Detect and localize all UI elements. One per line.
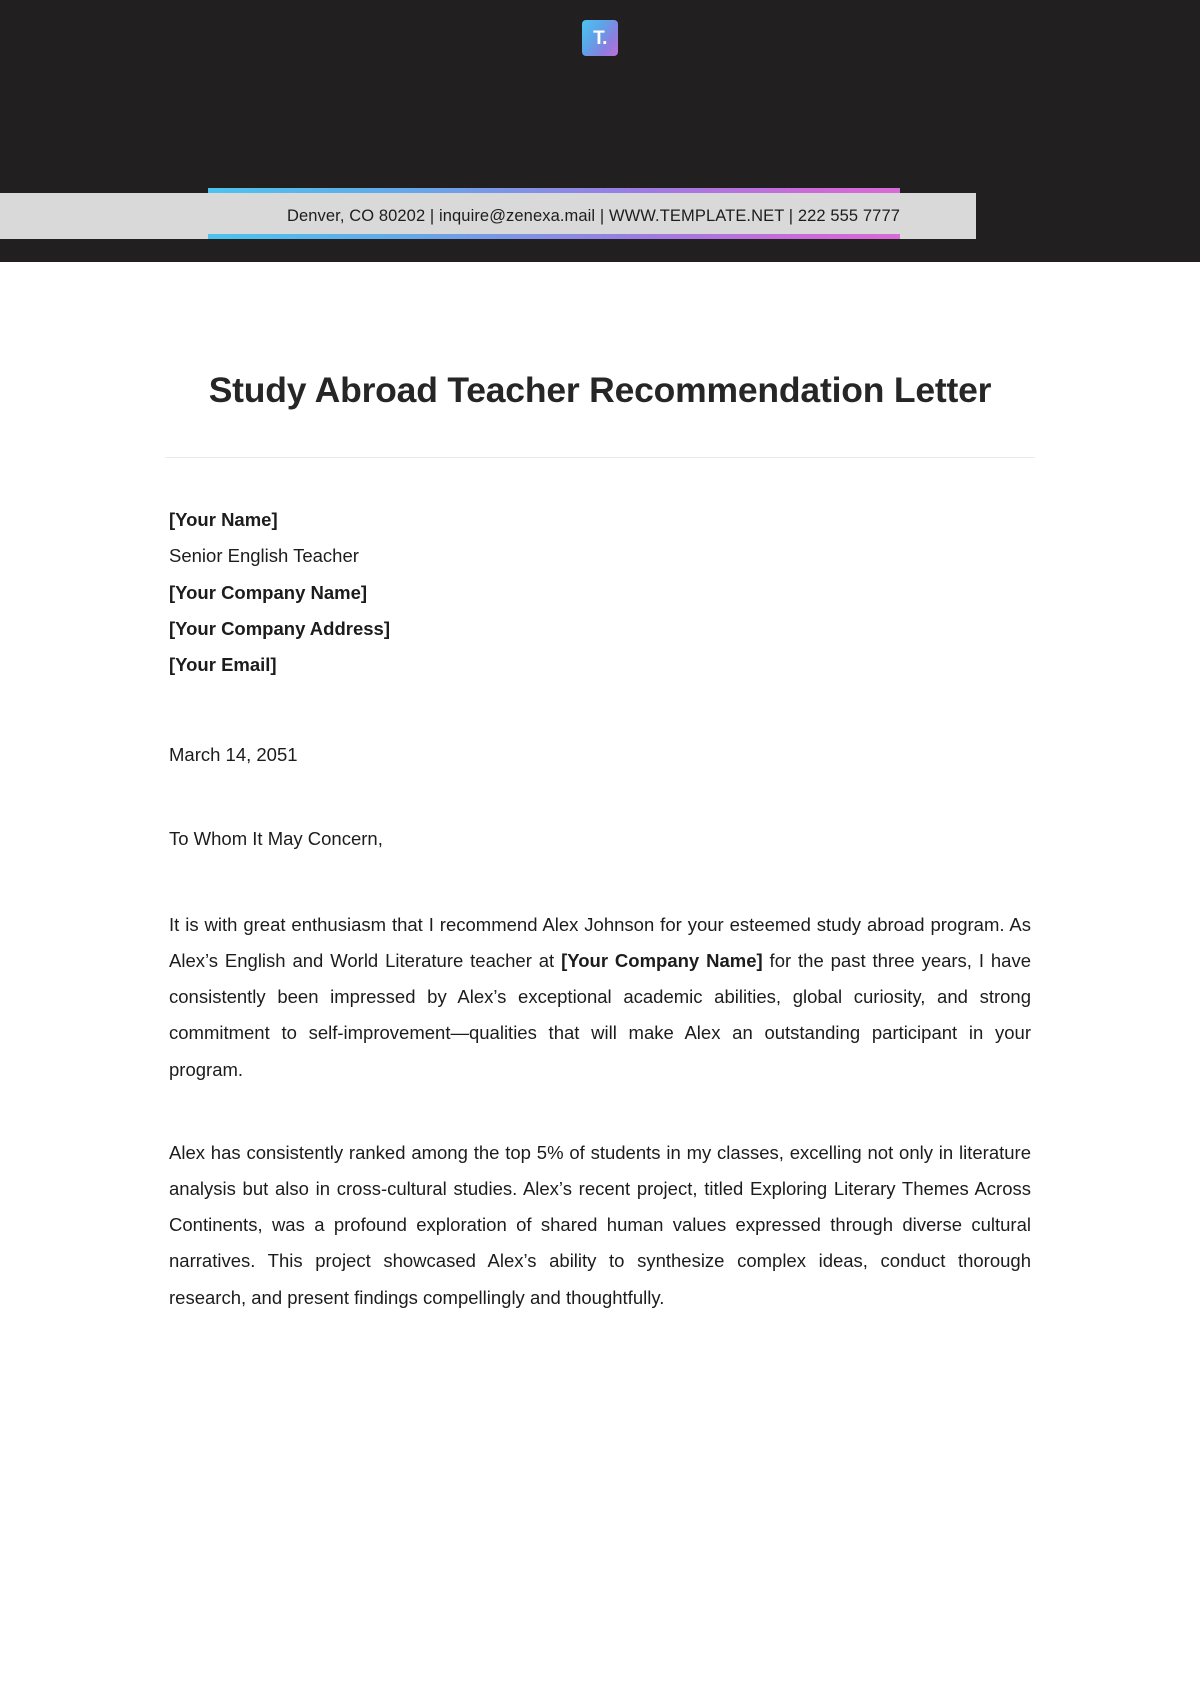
letter-salutation: To Whom It May Concern, <box>169 827 383 849</box>
paragraph-1-part-2: for the past three years, I have consistently been impressed by Alex’s exceptional academic abilities, global curiosity, and strong commitment to self-improvement—qualities that will make Alex an outstanding participant in your program. <box>169 949 1031 1080</box>
accent-line-bottom <box>208 234 900 239</box>
sender-name: [Your Name] <box>169 508 278 530</box>
paragraph-1-part-1: It is with great enthusiasm that I recommend Alex Johnson for your esteemed study abroad program. As Alex’s English and World Literature teacher at <box>169 913 1031 971</box>
letter-date: March 14, 2051 <box>169 743 298 765</box>
logo-mark-text: T. <box>593 27 607 49</box>
sender-company-name: [Your Company Name] <box>169 581 368 603</box>
template-net-logo-icon <box>582 20 618 56</box>
letter-paragraph-2: Alex has consistently ranked among the top 5% of students in my classes, excelling not only in literature analysis but also in cross-cultural studies. Alex’s recent project, titled Exploring Literary Themes Across Continents, was a profound exploration of shared human values expressed through diverse cultural narratives. This project showcased Alex’s ability to synthesize complex ideas, conduct thorough research, and present findings compellingly and thoughtfully. <box>169 1141 1031 1308</box>
letter-content <box>169 458 1031 1316</box>
letter-paragraph-1 <box>169 907 1031 1088</box>
sender-job-title: Senior English Teacher <box>169 545 359 567</box>
sender-block <box>169 502 1031 684</box>
contact-bar <box>0 193 976 239</box>
page-title: Study Abroad Teacher Recommendation Letter <box>208 370 992 410</box>
sender-company-address: [Your Company Address] <box>169 617 390 639</box>
logo-glyph-wrap <box>585 23 615 53</box>
paragraph-1-company-placeholder: [Your Company Name] <box>561 949 763 971</box>
document-body <box>0 262 1200 1316</box>
sender-email: [Your Email] <box>169 654 277 676</box>
contact-info-text: Denver, CO 80202 | inquire@zenexa.mail | WWW.TEMPLATE.NET | 222 555 7777 <box>286 206 900 225</box>
brand-logo[interactable] <box>0 18 1200 58</box>
